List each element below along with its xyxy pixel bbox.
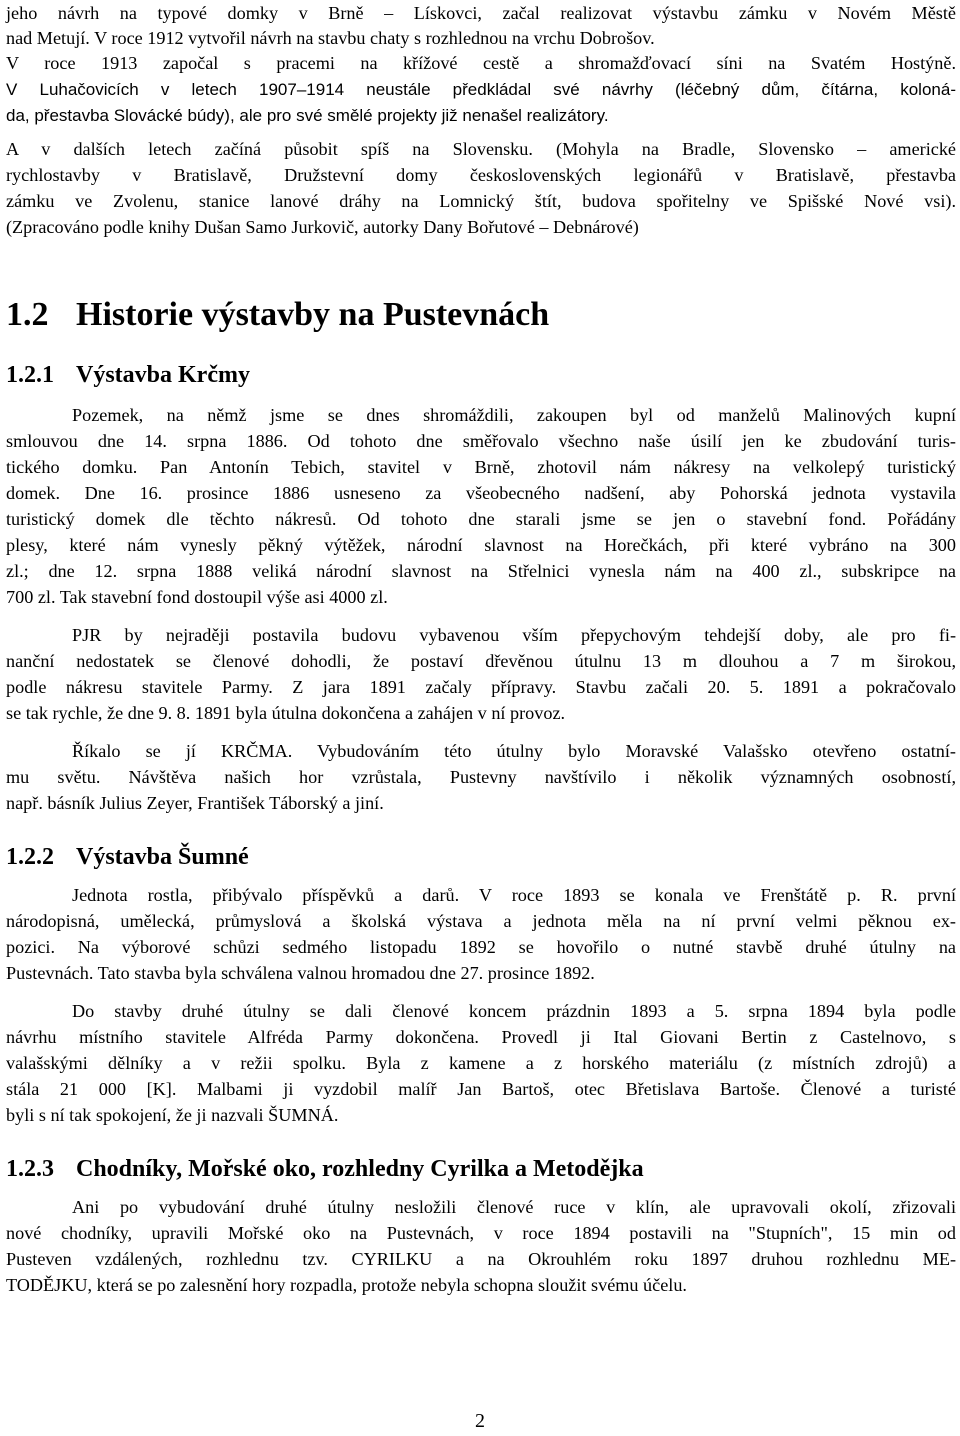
intro-line: V Luhačovicích v letech 1907–1914 neustále předkládal své návrhy (léčebný dům, čítárna, koloná- (6, 80, 956, 99)
section-number: 1.2.2 (6, 844, 54, 870)
paragraph-line: nanční nedostatek se členové dohodli, že postaví dřevěnou útulnu 13 m dlouhou a 7 m širokou, (6, 651, 956, 671)
paragraph-line: turistický domek dle těchto nákresů. Od tohoto dne starali jsme se jen o stavební fond. Pořádány (6, 509, 956, 529)
intro-line: (Zpracováno podle knihy Dušan Samo Jurkovič, autorky Dany Bořutové – Debnárové) (6, 217, 639, 237)
page-number: 2 (475, 1410, 485, 1432)
paragraph-line: valašskými dělníky a v režii spolku. Byla z kamene a z horského materiálu (z místních zdrojů) a (6, 1053, 956, 1073)
paragraph-line: Do stavby druhé útulny se dali členové koncem prázdnin 1893 a 5. srpna 1894 byla podle (72, 1001, 956, 1021)
paragraph-line: se tak rychle, že dne 9. 8. 1891 byla útulna dokončena a zahájen v ní provoz. (6, 703, 566, 723)
section-title: Výstavba Šumné (76, 844, 249, 870)
paragraph-line: Ani po vybudování druhé útulny nesložili členové ruce v klín, ale upravovali okolí, zřizovali (72, 1197, 956, 1217)
intro-line: da, přestavba Slovácké búdy), ale pro své smělé projekty již nenašel realizátory. (6, 106, 609, 125)
paragraph-line: Říkalo se jí KRČMA. Vybudováním této útulny bylo Moravské Valašsko otevřeno ostatní- (72, 741, 956, 761)
paragraph-line: domek. Dne 16. prosince 1886 usneseno za všeobecného nadšení, aby Pohorská jednota vystavila (6, 483, 956, 503)
intro-line: rychlostavby v Bratislavě, Družstevní domy československých legionářů v Bratislavě, přestavba (6, 165, 956, 185)
paragraph-line: národopisná, umělecká, průmyslová a školská výstava a jednota měla na ní první velmi pěknou ex- (6, 911, 956, 931)
intro-line: zámku ve Zvolenu, stanice lanové dráhy na Lomnický štít, budova spořitelny ve Spišské Nové vsi). (6, 191, 956, 211)
section-heading-1-2-3 (6, 1156, 644, 1183)
intro-line: nad Metují. V roce 1912 vytvořil návrh na stavbu chaty s rozhlednou na vrchu Dobrošov. (6, 28, 655, 48)
paragraph-line: byli s ní tak spokojení, že ji nazvali ŠUMNÁ. (6, 1105, 339, 1125)
paragraph-line: Pozemek, na němž jsme se dnes shromáždili, zakoupen byl od manželů Malinových kupní (72, 405, 956, 425)
section-title: Chodníky, Mořské oko, rozhledny Cyrilka a Metodějka (76, 1156, 644, 1182)
paragraph-line: mu světu. Návštěva našich hor vzrůstala, Pustevny navštívilo i několik významných osobností, (6, 767, 956, 787)
intro-line: A v dalších letech začíná působit spíš na Slovensku. (Mohyla na Bradle, Slovensko – americké (6, 139, 956, 159)
section-number: 1.2 (6, 296, 49, 333)
paragraph-line: tického domku. Pan Antonín Tebich, stavitel v Brně, zhotovil nám nákresy na velkolepý turistický (6, 457, 956, 477)
paragraph-line: podle nákresu stavitele Parmy. Z jara 1891 začaly přípravy. Stavbu začali 20. 5. 1891 a pokračovalo (6, 677, 956, 697)
paragraph-line: 700 zl. Tak stavební fond dostoupil výše asi 4000 zl. (6, 587, 388, 607)
paragraph-line: plesy, které nám vynesly pěkný výtěžek, národní slavnost na Horečkách, při které vybráno na 300 (6, 535, 956, 555)
paragraph-line: pozici. Na výborové schůzi sedmého listopadu 1892 se hovořilo o nutné stavbě druhé útulny na (6, 937, 956, 957)
intro-line: jeho návrh na typové domky v Brně – Lískovci, začal realizovat výstavbu zámku v Novém Městě (6, 3, 956, 23)
intro-line: V roce 1913 započal s pracemi na křížové cestě a shromažďovací síni na Svatém Hostýně. (6, 53, 956, 73)
section-heading-1-2-1 (6, 362, 250, 389)
paragraph-line: smlouvou dne 14. srpna 1886. Od tohoto dne směřovalo všechno naše úsilí jen ke zbudování turis- (6, 431, 956, 451)
paragraph-line: stála 21 000 [K]. Malbami ji vyzdobil malíř Jan Bartoš, otec Břetislava Bartoše. Členové a turisté (6, 1079, 956, 1099)
paragraph-line: zl.; dne 12. srpna 1888 veliká národní slavnost na Střelnici vynesla nám na 400 zl., subskripce na (6, 561, 956, 581)
section-number: 1.2.3 (6, 1156, 54, 1182)
paragraph-line: nové chodníky, upravili Mořské oko na Pustevnách, v roce 1894 postavili na "Stupních", 15 min od (6, 1223, 956, 1243)
paragraph-line: Pusteven vzdálených, rozhlednu tzv. CYRILKU a na Okrouhlém roku 1897 druhou rozhlednu ME- (6, 1249, 956, 1269)
section-number: 1.2.1 (6, 362, 54, 388)
section-heading-1-2 (6, 296, 549, 334)
paragraph-line: Jednota rostla, přibývalo příspěvků a darů. V roce 1893 se konala ve Frenštátě p. R. první (72, 885, 956, 905)
paragraph-line: např. básník Julius Zeyer, František Táborský a jiní. (6, 793, 384, 813)
paragraph-line: návrhu místního stavitele Alfréda Parmy dokončena. Provedl ji Ital Giovani Bertin z Castelnovo, s (6, 1027, 956, 1047)
paragraph-line: TODĚJKU, která se po zalesnění hory rozpadla, protože nebyla schopna sloužit svému účelu. (6, 1275, 687, 1295)
section-title: Výstavba Krčmy (76, 362, 250, 388)
section-title: Historie výstavby na Pustevnách (76, 296, 550, 333)
section-heading-1-2-2 (6, 844, 249, 871)
paragraph-line: PJR by nejraději postavila budovu vybavenou vším přepychovým tehdejší doby, ale pro fi- (72, 625, 956, 645)
paragraph-line: Pustevnách. Tato stavba byla schválena valnou hromadou dne 27. prosince 1892. (6, 963, 595, 983)
